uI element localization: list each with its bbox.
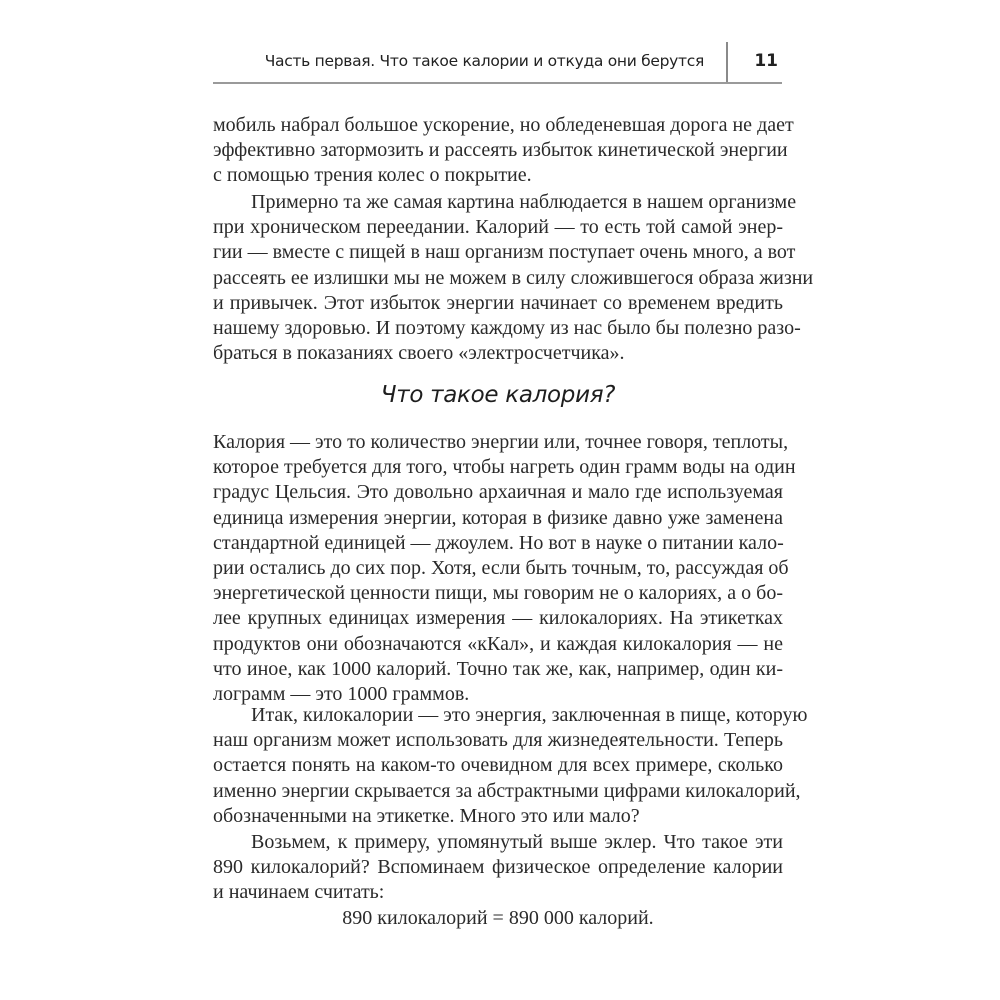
running-title: Часть первая. Что такое калории и откуда они берутся <box>264 52 704 70</box>
text-line: браться в показаниях своего «электросчетчика». <box>213 342 625 365</box>
text-line: и начинаем считать: <box>213 881 385 904</box>
text-line: рии остались до сих пор. Хотя, если быть точным, то, рассуждая об <box>213 556 789 579</box>
page-number: 11 <box>754 51 778 71</box>
text-line: единица измерения энергии, которая в физике давно уже заменена <box>213 506 783 529</box>
text-line: при хроническом переедании. Калорий — то есть той самой энер- <box>213 216 783 239</box>
header-separator <box>726 42 728 82</box>
text-line: энергетической ценности пищи, мы говорим не о калориях, а о бо- <box>213 582 783 605</box>
text-line: Примерно та же самая картина наблюдается в нашем организме <box>251 191 797 213</box>
section-heading: Что такое калория? <box>380 382 616 408</box>
paragraph-continuation <box>213 113 794 189</box>
text-line: наш организм может использовать для жизнедеятельности. Теперь <box>213 729 783 752</box>
text-line: и привычек. Этот избыток энергии начинает со временем вредить <box>213 291 783 314</box>
text-line: лограмм — это 1000 граммов. <box>213 682 470 705</box>
text-line: Возьмем, к примеру, упомянутый выше эклер. Что такое эти <box>251 831 783 853</box>
text-line: Калория — это то количество энергии или, точнее говоря, теплоты, <box>213 431 789 453</box>
running-header <box>213 42 782 84</box>
text-line: градус Цельсия. Это довольно архаичная и мало где используемая <box>213 481 783 504</box>
text-line: лее крупных единицах измерения — килокалориях. На этикетках <box>213 607 783 630</box>
text-line: что иное, как 1000 калорий. Точно так же, как, например, один ки- <box>213 657 783 680</box>
text-line: рассеять ее излишки мы не можем в силу сложившегося образа жизни <box>213 266 814 289</box>
paragraph-calorie-definition <box>213 430 796 707</box>
text-line: мобиль набрал большое ускорение, но обледеневшая дорога не дает <box>213 114 794 136</box>
text-line: эффективно затормозить и рассеять избыток кинетической энергии <box>213 139 788 162</box>
text-line: Итак, килокалории — это энергия, заключенная в пище, которую <box>251 704 808 726</box>
text-line: именно энергии скрывается за абстрактными цифрами килокалорий, <box>213 779 801 802</box>
text-line: продуктов они обозначаются «кКал», и каждая килокалория — не <box>213 632 783 655</box>
text-line: гии — вместе с пищей в наш организм поступает очень много, а вот <box>213 241 796 264</box>
text-line: обозначенными на этикетке. Много это или мало? <box>213 804 640 827</box>
text-line: которое требуется для того, чтобы нагреть один грамм воды на один <box>213 456 796 479</box>
paragraph-overeating <box>213 190 814 366</box>
text-line: нашему здоровью. И поэтому каждому из нас было бы полезно разо- <box>213 316 801 339</box>
formula: 890 килокалорий = 890 000 калорий. <box>342 906 654 929</box>
paragraph-eclair-example <box>213 830 783 931</box>
text-line: стандартной единицей — джоулем. Но вот в науке о питании кало- <box>213 531 784 554</box>
text-line: 890 килокалорий? Вспоминаем физическое определение калории <box>213 856 783 879</box>
text-line: остается понять на каком-то очевидном для всех примере, сколько <box>213 754 783 777</box>
header-rule <box>213 82 782 84</box>
paragraph-kilocalories <box>213 703 808 829</box>
text-line: с помощью трения колес о покрытие. <box>213 164 532 187</box>
